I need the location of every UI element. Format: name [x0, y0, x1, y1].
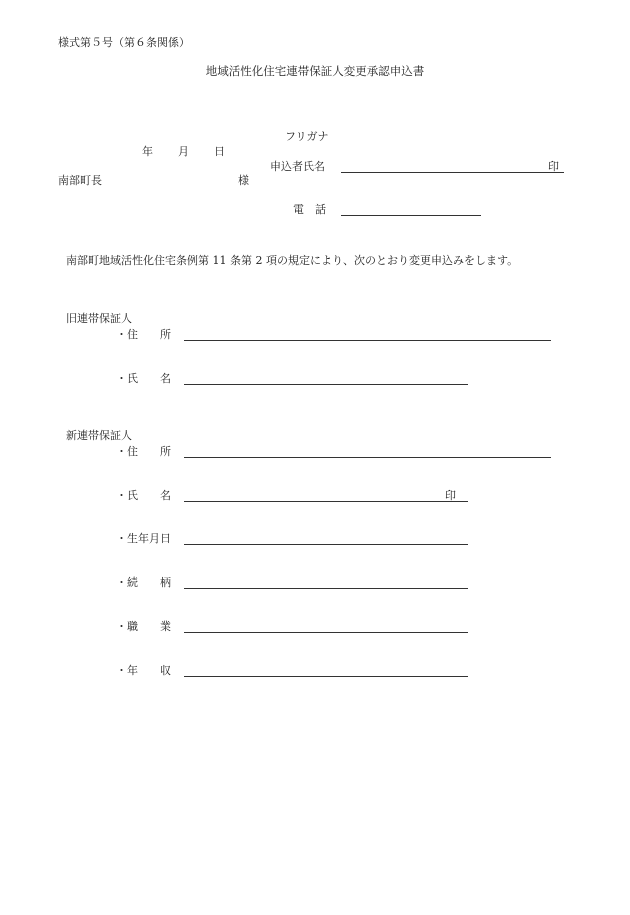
new-guarantor-occupation-label: ・職 業	[116, 620, 171, 633]
new-guarantor-address-label: ・住 所	[116, 445, 171, 458]
new-guarantor-income-label: ・年 収	[116, 664, 171, 677]
applicant-name-field[interactable]	[341, 172, 564, 173]
new-guarantor-occupation-field[interactable]	[184, 632, 468, 633]
new-guarantor-name-label: ・氏 名	[116, 489, 171, 502]
addressee-honorific: 様	[238, 174, 249, 187]
new-guarantor-heading: 新連帯保証人	[66, 429, 132, 442]
old-guarantor-name-label: ・氏 名	[116, 372, 171, 385]
form-number: 様式第５号（第６条関係）	[58, 36, 190, 49]
new-guarantor-relationship-label: ・続 柄	[116, 576, 171, 589]
date-day-label: 日	[214, 145, 225, 158]
statement-text: 南部町地域活性化住宅条例第 11 条第 2 項の規定により、次のとおり変更申込みをします。	[66, 254, 519, 267]
new-guarantor-name-field[interactable]	[184, 501, 468, 502]
new-guarantor-income-field[interactable]	[184, 676, 468, 677]
new-guarantor-relationship-field[interactable]	[184, 588, 468, 589]
old-guarantor-heading: 旧連帯保証人	[66, 312, 132, 325]
old-guarantor-address-field[interactable]	[184, 340, 551, 341]
date-month-label: 月	[178, 145, 189, 158]
applicant-name-label: 申込者氏名	[270, 160, 325, 173]
new-guarantor-birthdate-label: ・生年月日	[116, 532, 171, 545]
date-year-label: 年	[142, 145, 153, 158]
old-guarantor-name-field[interactable]	[184, 384, 468, 385]
new-guarantor-birthdate-field[interactable]	[184, 544, 468, 545]
new-guarantor-seal-label: 印	[445, 489, 456, 502]
applicant-phone-label: 電 話	[293, 203, 326, 216]
applicant-phone-field[interactable]	[341, 215, 481, 216]
applicant-seal-label: 印	[548, 160, 559, 173]
addressee-name: 南部町長	[58, 174, 102, 187]
old-guarantor-address-label: ・住 所	[116, 328, 171, 341]
furigana-label: フリガナ	[285, 130, 329, 143]
new-guarantor-address-field[interactable]	[184, 457, 551, 458]
page-title: 地域活性化住宅連帯保証人変更承認申込書	[205, 64, 425, 78]
